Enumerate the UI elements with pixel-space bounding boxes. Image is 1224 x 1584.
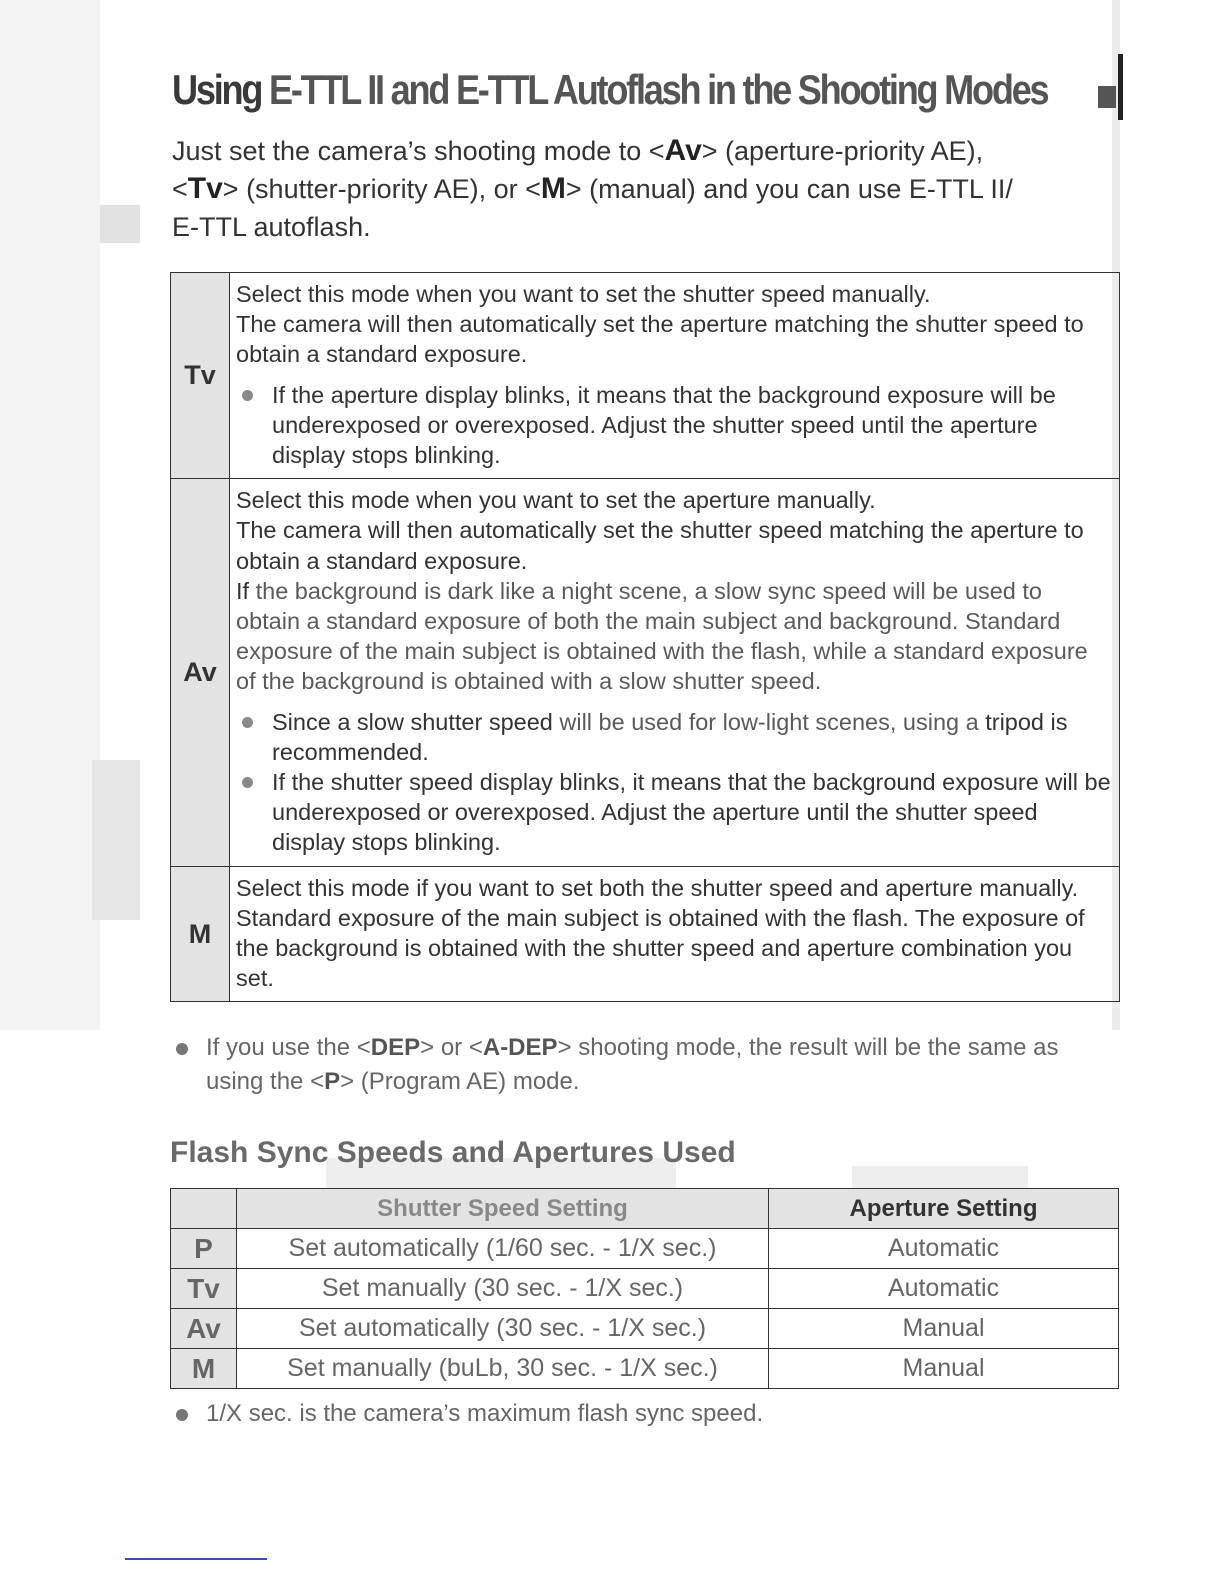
intro-paragraph: Just set the camera’s shooting mode to <Av> (aperture-priority AE), <Tv> (shutter-priority AE), or <M> (manual) and you can use E-TTL II/ E-TTL autoflash.	[172, 134, 1013, 242]
mode-label-av: Av	[171, 479, 230, 866]
row-shutter: Set manually (buLb, 30 sec. - 1/X sec.)	[237, 1349, 769, 1389]
table-row	[171, 273, 1120, 479]
mode-label-m: M	[171, 866, 230, 1002]
sync-speed-note: 1/X sec. is the camera’s maximum flash sync speed.	[172, 1397, 1117, 1431]
bullet-item: Since a slow shutter speed will be used for low-light scenes, using a tripod is recommended.	[236, 707, 1111, 767]
row-mode: Av	[171, 1309, 237, 1349]
mode-description-tv: Select this mode when you want to set the shutter speed manually. The camera will then automatically set the aperture matching the shutter speed to obtain a standard exposure. If the aperture display blinks, it means that the background exposure will be underexposed or overexposed. Adjust the shutter speed until the aperture display stops blinking.	[230, 273, 1120, 479]
row-mode: Tv	[171, 1269, 237, 1309]
row-aperture: Manual	[769, 1309, 1119, 1349]
table-row	[171, 866, 1120, 1002]
row-mode: M	[171, 1349, 237, 1389]
row-shutter: Set automatically (1/60 sec. - 1/X sec.)	[237, 1229, 769, 1269]
header-aperture: Aperture Setting	[769, 1189, 1119, 1229]
page-title: Using E-TTL II and E-TTL Autoflash in the Shooting Modes	[172, 66, 1048, 113]
mode-description-m: Select this mode if you want to set both the shutter speed and aperture manually. Standard exposure of the main subject is obtained with the flash. The exposure of the background is obtained with the shutter speed and aperture combination you set.	[230, 866, 1120, 1002]
scan-shadow-left	[0, 0, 100, 1030]
table-row	[171, 1309, 1119, 1349]
shooting-modes-table	[170, 272, 1120, 1002]
row-aperture: Automatic	[769, 1269, 1119, 1309]
table-row	[171, 1349, 1119, 1389]
flash-sync-table	[170, 1188, 1119, 1389]
scan-artifact	[100, 205, 140, 243]
row-shutter: Set automatically (30 sec. - 1/X sec.)	[237, 1309, 769, 1349]
table-row	[171, 1229, 1119, 1269]
bullet-item: If the shutter speed display blinks, it means that the background exposure will be underexposed or overexposed. Adjust the aperture until the shutter speed display stops blinking.	[236, 767, 1111, 858]
section-heading: Flash Sync Speeds and Apertures Used	[170, 1136, 736, 1169]
row-mode: P	[171, 1229, 237, 1269]
scan-highlight	[852, 1166, 1028, 1188]
table-row	[171, 479, 1120, 866]
section-tab-marker-icon	[1098, 54, 1124, 120]
header-shutter-speed: Shutter Speed Setting	[237, 1189, 769, 1229]
table-row	[171, 1269, 1119, 1309]
header-mode	[171, 1189, 237, 1229]
row-shutter: Set manually (30 sec. - 1/X sec.)	[237, 1269, 769, 1309]
bullet-item: If the aperture display blinks, it means that the background exposure will be underexposed or overexposed. Adjust the shutter speed until the aperture display stops blinking.	[236, 380, 1111, 471]
row-aperture: Manual	[769, 1349, 1119, 1389]
row-aperture: Automatic	[769, 1229, 1119, 1269]
dep-mode-note: If you use the <DEP> or <A-DEP> shooting mode, the result will be the same as using the <P> (Program AE) mode.	[172, 1031, 1117, 1099]
table-header-row	[171, 1189, 1119, 1229]
mode-description-av: Select this mode when you want to set the aperture manually. The camera will then automatically set the shutter speed matching the aperture to obtain a standard exposure. If the background is dark like a night scene, a slow sync speed will be used to obtain a standard exposure of both the main subject and background. Standard exposure of the main subject is obtained with the flash, while a standard exposure of the background is obtained with a slow shutter speed. Since a slow shutter speed will be used for low-light scenes, using a tripod is recommended. If the shutter speed display blinks, it means that the background exposure will be underexposed or overexposed. Adjust the aperture until the shutter speed display stops blinking.	[230, 479, 1120, 866]
page-footer-rule	[125, 1558, 267, 1560]
scan-artifact	[92, 760, 140, 920]
mode-label-tv: Tv	[171, 273, 230, 479]
